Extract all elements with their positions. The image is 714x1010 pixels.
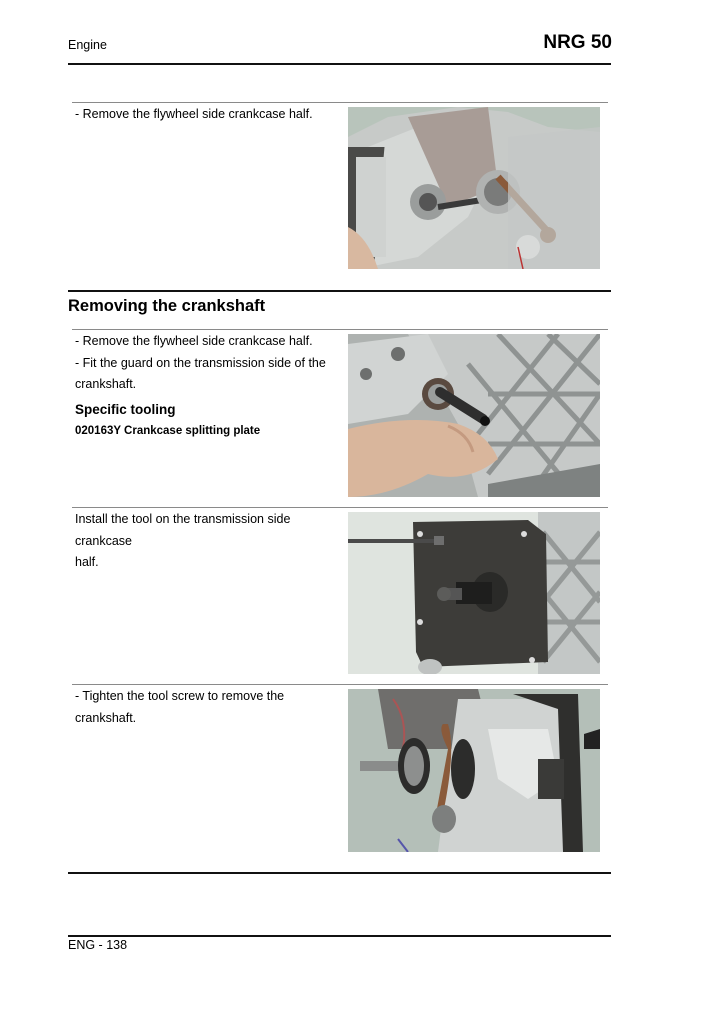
crankshaft-removal-photo-illustration	[348, 689, 600, 852]
guard-photo-illustration	[348, 334, 600, 497]
content-bottom-rule	[68, 872, 611, 874]
step-photo-install-tool	[348, 512, 600, 674]
step-text	[75, 331, 345, 441]
step-divider	[72, 102, 608, 103]
section-title: Removing the crankshaft	[68, 297, 266, 315]
step-line: - Fit the guard on the transmission side of the	[75, 355, 326, 370]
step-photo-tighten-screw	[348, 689, 600, 852]
specific-tooling-heading: Specific tooling	[75, 401, 176, 417]
step-divider	[72, 684, 608, 685]
section-rule	[68, 290, 611, 292]
step-line: - Tighten the tool screw to remove the crankshaft.	[75, 689, 285, 725]
step-divider	[72, 507, 608, 508]
step-text	[75, 104, 345, 126]
step-text	[75, 509, 345, 574]
step-text	[75, 686, 345, 729]
tooling-item: 020163Y Crankcase splitting plate	[75, 424, 261, 437]
step-line: crankshaft.	[75, 377, 137, 391]
step-line: half.	[75, 555, 99, 569]
step-line: Install the tool on the transmission side crankcase	[75, 512, 291, 548]
step-line: - Remove the flywheel side crankcase half.	[75, 334, 313, 348]
step-line: - Remove the flywheel side crankcase half.	[75, 107, 313, 121]
header-rule	[68, 63, 611, 65]
page-number: ENG - 138	[68, 938, 128, 952]
header-model-title: NRG 50	[543, 32, 612, 53]
step-photo-crankcase-removal	[348, 107, 600, 269]
footer-rule	[68, 935, 611, 937]
step-divider	[72, 329, 608, 330]
header-section-label: Engine	[68, 38, 107, 52]
crankcase-photo-illustration	[348, 107, 600, 269]
step-photo-fit-guard	[348, 334, 600, 497]
tool-install-photo-illustration	[348, 512, 600, 674]
